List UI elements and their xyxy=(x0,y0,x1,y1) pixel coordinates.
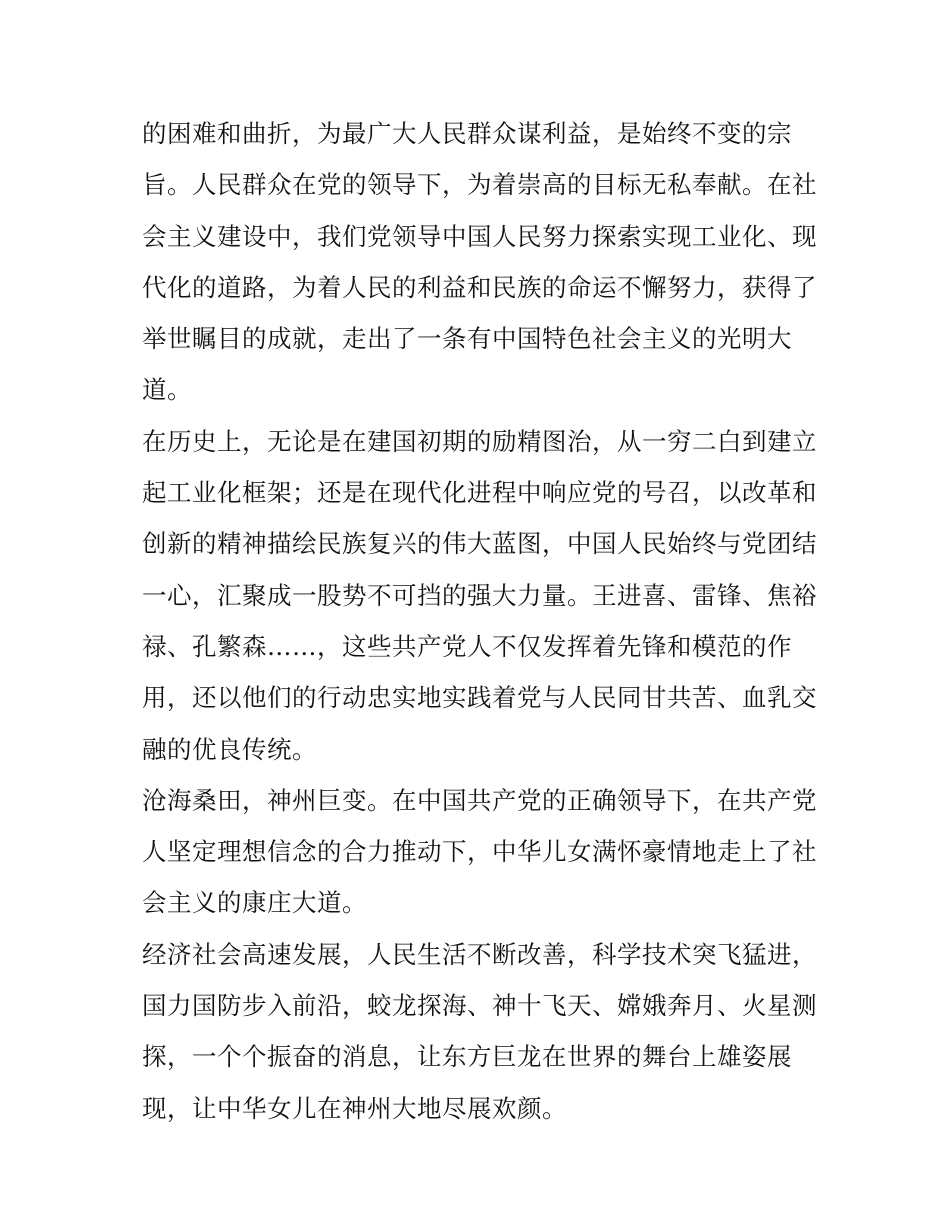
paragraph-4: 经济社会高速发展，人民生活不断改善，科学技术突飞猛进，国力国防步入前沿，蛟龙探海、神十飞天、嫦娥奔月、火星测探，一个个振奋的消息，让东方巨龙在世界的舞台上雄姿展现，让中华女儿在神州大地尽展欢颜。 xyxy=(142,939,817,1123)
paragraph-1: 的困难和曲折，为最广大人民群众谋利益，是始终不变的宗旨。人民群众在党的领导下，为着崇高的目标无私奉献。在社会主义建设中，我们党领导中国人民努力探索实现工业化、现代化的道路，为着人民的利益和民族的命运不懈努力，获得了举世瞩目的成就，走出了一条有中国特色社会主义的光明大道。 xyxy=(142,119,817,405)
document-body xyxy=(142,108,818,1134)
paragraph-3: 沧海桑田，神州巨变。在中国共产党的正确领导下，在共产党人坚定理想信念的合力推动下，中华儿女满怀豪情地走上了社会主义的康庄大道。 xyxy=(142,785,817,918)
paragraph-2: 在历史上，无论是在建国初期的励精图治，从一穷二白到建立起工业化框架；还是在现代化进程中响应党的号召，以改革和创新的精神描绘民族复兴的伟大蓝图，中国人民始终与党团结一心，汇聚成一股势不可挡的强大力量。王进喜、雷锋、焦裕禄、孔繁森……，这些共产党人不仅发挥着先锋和模范的作用，还以他们的行动忠实地实践着党与人民同甘共苦、血乳交融的优良传统。 xyxy=(142,426,817,764)
